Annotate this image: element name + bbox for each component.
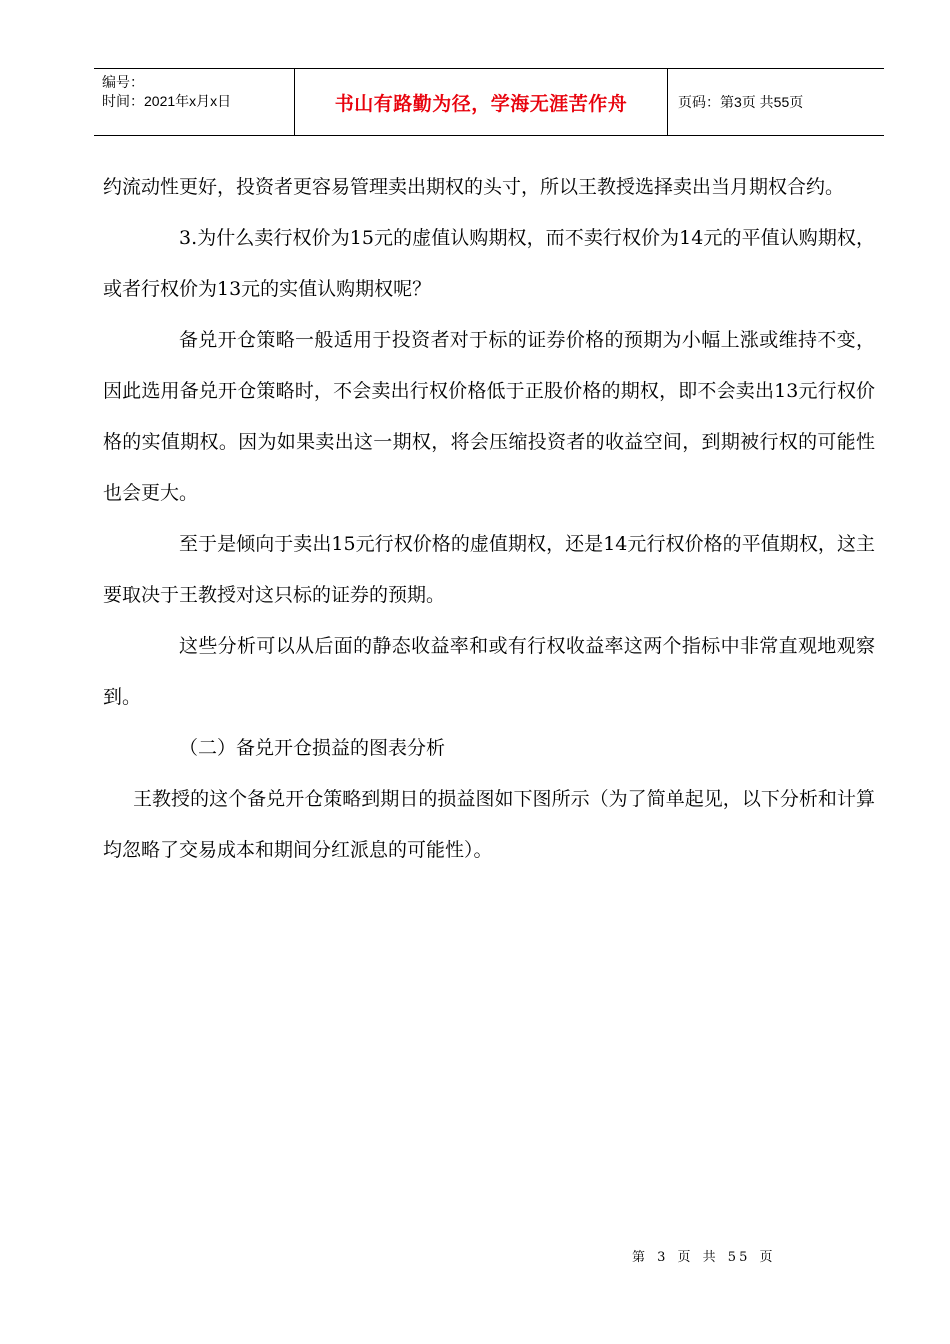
paragraph-preference: 至于是倾向于卖出15元行权价格的虚值期权，还是14元行权价格的平值期权，这主要取决于王教授对这只标的证券的预期。: [103, 533, 875, 606]
paragraph-analysis: 这些分析可以从后面的静态收益率和或有行权收益率这两个指标中非常直观地观察到。: [103, 635, 875, 708]
header-motto: 书山有路勤为径，学海无涯苦作舟: [295, 69, 668, 135]
number-label: 编号：: [102, 74, 144, 90]
paragraph-answer: 备兑开仓策略一般适用于投资者对于标的证券价格的预期为小幅上涨或维持不变，因此选用备兑开仓策略时，不会卖出行权价格低于正股价格的期权，即不会卖出13元行权价格的实值期权。因为如果卖出这一期权，将会压缩投资者的收益空间，到期被行权的可能性也会更大。: [103, 329, 875, 504]
paragraph-chart-intro: 王教授的这个备兑开仓策略到期日的损益图如下图所示（为了简单起见，以下分析和计算均忽略了交易成本和期间分红派息的可能性）。: [103, 788, 875, 861]
header-page-info: 页码：第3页 共55页: [678, 94, 804, 110]
header-meta: [94, 69, 295, 135]
page-header: [94, 68, 884, 136]
document-body: [103, 162, 875, 876]
page-footer: 第 3 页 共 55 页: [632, 1250, 776, 1265]
section-heading: （二）备兑开仓损益的图表分析: [179, 737, 446, 759]
paragraph-continuation: 约流动性更好，投资者更容易管理卖出期权的头寸，所以王教授选择卖出当月期权合约。: [103, 176, 845, 198]
time-label: 时间：2021年x月x日: [102, 93, 232, 109]
paragraph-question: 3.为什么卖行权价为15元的虚值认购期权，而不卖行权价为14元的平值认购期权，或者行权价为13元的实值认购期权呢？: [103, 227, 875, 300]
